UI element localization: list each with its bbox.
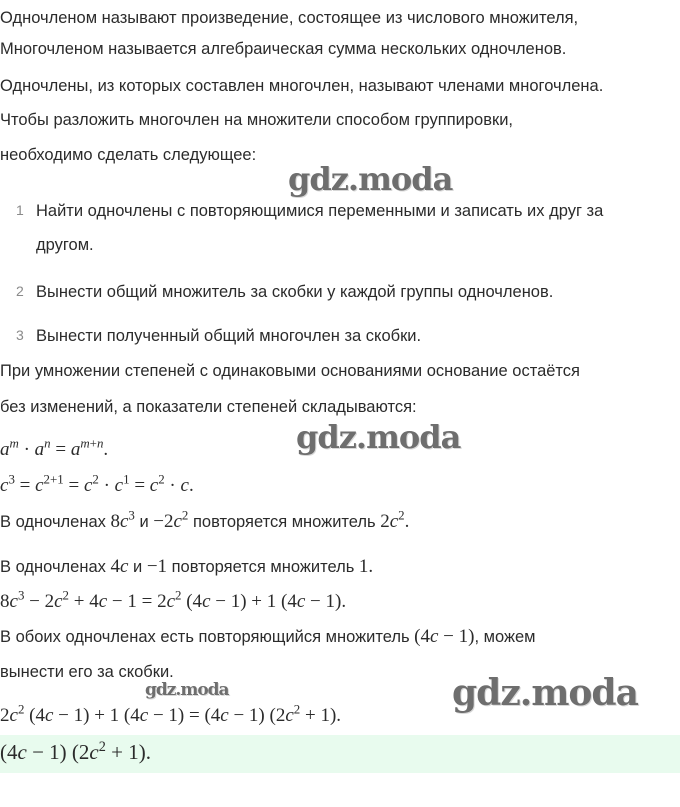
watermark-logo: gdz.moda	[145, 680, 229, 700]
list-text: Найти одночлены с повторяющимися переменными и записать их друг за	[36, 202, 604, 220]
intro-line: Одночленом называют произведение, состоящее из числового множителя,	[0, 9, 579, 27]
common-factor-text: В одночленах $8c^3$ $и -2c^2$ повторяется множитель $2c^2$.	[0, 507, 410, 532]
watermark-logo: gdz.moda	[296, 418, 461, 456]
list-number: 3	[16, 327, 24, 343]
watermark-logo: gdz.moda	[452, 672, 638, 714]
list-text: Вынести полученный общий многочлен за скобки.	[36, 327, 422, 345]
list-text: Вынести общий множитель за скобки у каждой группы одночленов.	[36, 283, 554, 301]
intro-line: Многочленом называется алгебраическая сумма нескольких одночленов.	[0, 40, 567, 58]
watermark-logo: gdz.moda	[288, 160, 453, 198]
common-bracket-text: В обоих одночленах есть повторяющийся множитель (4c − 1), можем	[0, 626, 536, 647]
rule-line: без изменений, а показатели степеней складываются:	[0, 398, 417, 416]
list-number: 2	[16, 283, 24, 299]
factoring-formula: $2c^2$ (4c − 1) + 1 (4c − 1) = (4c − 1) $(2c^2 + 1)$.	[0, 701, 342, 726]
common-bracket-text: вынести его за скобки.	[0, 663, 174, 681]
list-number: 1	[16, 202, 24, 218]
rule-line: При умножении степеней с одинаковыми основаниями основание остаётся	[0, 362, 580, 380]
example-formula: $c^3 = c^{2+1} = c^2 \cdot c^1 = c^2 \cdot c$.	[0, 471, 194, 496]
answer-box	[0, 735, 680, 773]
answer-formula: (4c − 1) $(2c^2 + 1)$.	[0, 739, 151, 764]
power-rule-formula: $a^m \cdot a^n = a^{m+n}$.	[0, 435, 109, 460]
intro-line: Чтобы разложить многочлен на множители способом группировки,	[0, 111, 513, 129]
intro-line: необходимо сделать следующее:	[0, 146, 257, 164]
common-factor-text: В одночленах 4c и −1 повторяется множитель 1.	[0, 556, 374, 577]
list-text: другом.	[36, 236, 94, 254]
grouping-formula: $8c^3 - 2c^2 + 4c - 1 = 2c^2$ (4c − 1) + 1 (4c − 1).	[0, 587, 347, 612]
intro-line: Одночлены, из которых составлен многочлен, называют членами многочлена.	[0, 77, 604, 95]
